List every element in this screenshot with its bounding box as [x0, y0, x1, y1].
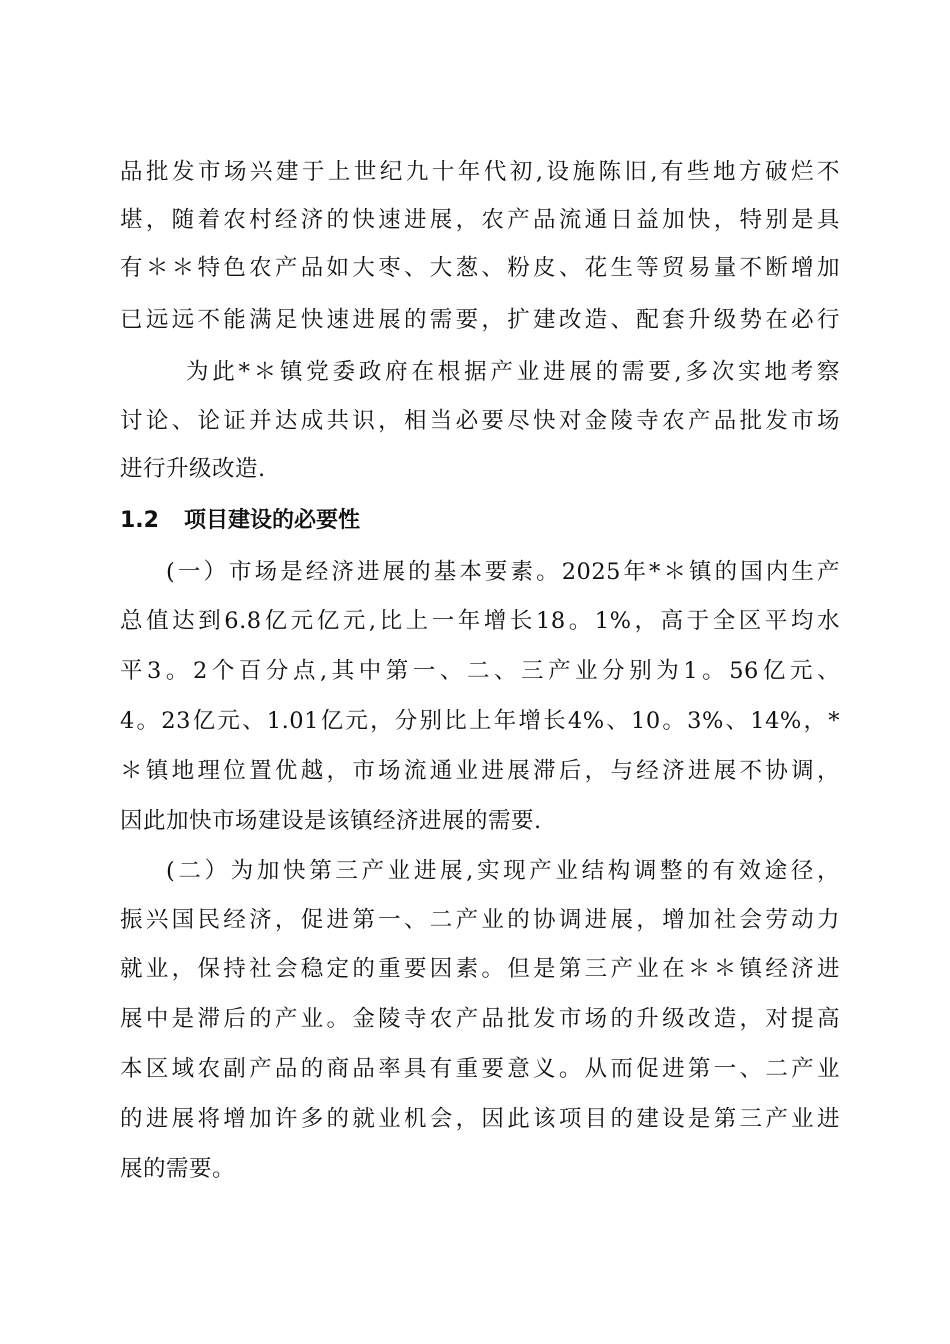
section-heading — [120, 501, 360, 541]
body-line: 总值达到6.8亿元亿元,比上一年增长18。1%，高于全区平均水 — [120, 608, 840, 634]
body-line: (一）市场是经济进展的基本要素。2025年*＊镇的国内生产 — [166, 559, 840, 585]
body-line: 展的需要。 — [120, 1156, 236, 1182]
body-line: 展中是滞后的产业。金陵寺农产品批发市场的升级改造，对提高 — [120, 1006, 840, 1032]
body-line: 堪，随着农村经济的快速进展，农产品流通日益加快，特别是具 — [120, 207, 840, 233]
section-number: 1.2 — [120, 508, 159, 533]
body-line: 就业，保持社会稳定的重要因素。但是第三产业在＊＊镇经济进 — [120, 956, 840, 982]
body-line: 品批发市场兴建于上世纪九十年代初,设施陈旧,有些地方破烂不 — [120, 159, 840, 185]
body-line: 进行升级改造. — [120, 456, 266, 482]
body-line: 有＊＊特色农产品如大枣、大葱、粉皮、花生等贸易量不断增加 — [120, 255, 840, 281]
body-line: 本区域农副产品的商品率具有重要意义。从而促进第一、二产业 — [120, 1056, 840, 1082]
body-line: 的进展将增加许多的就业机会，因此该项目的建设是第三产业进 — [120, 1106, 840, 1132]
body-line: 平3。2个百分点,其中第一、二、三产业分别为1。56亿元、 — [120, 658, 840, 684]
section-title: 项目建设的必要性 — [184, 508, 361, 533]
body-line: 已远远不能满足快速进展的需要，扩建改造、配套升级势在必行 — [120, 307, 840, 333]
body-line: ＊镇地理位置优越，市场流通业进展滞后，与经济进展不协调， — [120, 758, 840, 784]
body-line: 讨论、论证并达成共识，相当必要尽快对金陵寺农产品批发市场 — [120, 408, 840, 434]
body-line: (二）为加快第三产业进展,实现产业结构调整的有效途径， — [166, 858, 840, 884]
body-line: 为此*＊镇党委政府在根据产业进展的需要,多次实地考察 — [186, 359, 840, 385]
body-line: 4。23亿元、1.01亿元，分别比上年增长4%、10。3%、14%，* — [120, 708, 840, 734]
body-line: 振兴国民经济，促进第一、二产业的协调进展，增加社会劳动力 — [120, 907, 840, 933]
body-line: 因此加快市场建设是该镇经济进展的需要. — [120, 808, 542, 834]
